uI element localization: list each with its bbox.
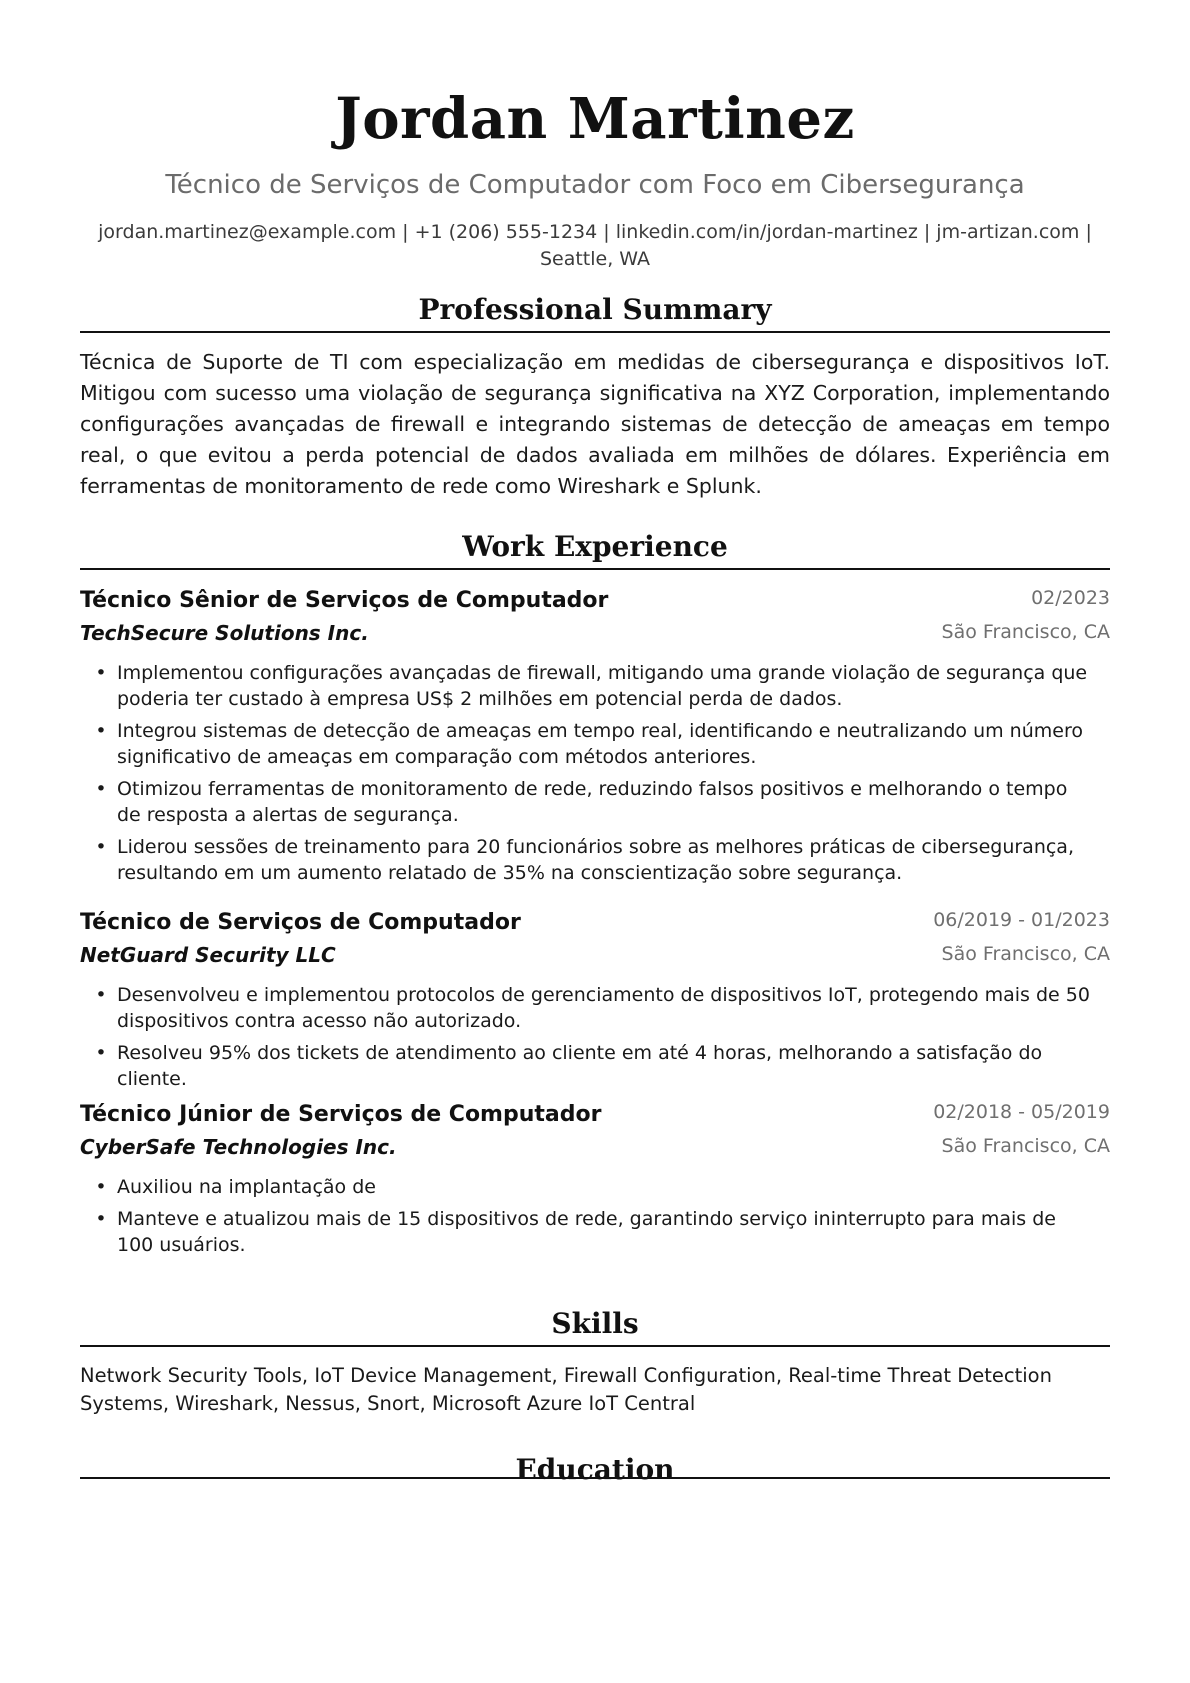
contact-line-1: jordan.martinez@example.com | +1 (206) 555-1234 | linkedin.com/in/jordan-martinez | jm-artizan.com | <box>98 221 1092 243</box>
bullet-text: Otimizou ferramentas de monitoramento de rede, reduzindo falsos positivos e melhorando o tempo de resposta a alertas de segurança. <box>117 778 1068 826</box>
job-location: São Francisco, CA <box>941 1135 1110 1157</box>
list-item <box>95 834 1095 886</box>
job-company: CyberSafe Technologies Inc. <box>80 1135 397 1159</box>
experience-section-title: Work Experience <box>462 530 728 563</box>
contact-line-2: Seattle, WA <box>539 248 651 270</box>
skills-text: Network Security Tools, IoT Device Management, Firewall Configuration, Real-time Threat Detection Systems, Wireshark, Nessus, Snort, Microsoft Azure IoT Central <box>80 1364 1052 1415</box>
education-section-title: Education <box>515 1453 675 1486</box>
job-location: São Francisco, CA <box>941 943 1110 965</box>
job-title: Técnico de Serviços de Computador <box>80 910 521 935</box>
education-divider <box>80 1477 1110 1479</box>
bullet-icon: • <box>95 984 107 1006</box>
bullet-icon: • <box>95 1042 107 1064</box>
job-date: 06/2019 - 01/2023 <box>933 909 1110 931</box>
bullet-icon: • <box>95 720 107 742</box>
bullet-text: Liderou sessões de treinamento para 20 funcionários sobre as melhores práticas de cibersegurança, resultando em um aumento relatado de 35% na conscientização sobre segurança. <box>117 836 1074 884</box>
list-item <box>95 982 1095 1034</box>
job-title: Técnico Sênior de Serviços de Computador <box>80 588 609 613</box>
job-company: NetGuard Security LLC <box>80 943 336 967</box>
bullet-text: Manteve e atualizou mais de 15 dispositivos de rede, garantindo serviço ininterrupto para mais de 100 usuários. <box>117 1208 1056 1256</box>
job-bullets <box>95 1174 1095 1264</box>
bullet-text: Auxiliou na implantação de <box>117 1176 376 1198</box>
list-item <box>95 718 1095 770</box>
skills-section-title: Skills <box>551 1307 639 1340</box>
bullet-icon: • <box>95 662 107 684</box>
list-item <box>95 1040 1095 1092</box>
bullet-text: Desenvolveu e implementou protocolos de gerenciamento de dispositivos IoT, protegendo mais de 50 dispositivos contra acesso não autorizado. <box>117 984 1090 1032</box>
summary-divider <box>80 331 1110 333</box>
bullet-icon: • <box>95 778 107 800</box>
contact-info <box>95 219 1095 273</box>
list-item <box>95 1174 1095 1200</box>
bullet-icon: • <box>95 1176 107 1198</box>
job-date: 02/2018 - 05/2019 <box>933 1101 1110 1123</box>
skills-divider <box>80 1345 1110 1347</box>
job-company: TechSecure Solutions Inc. <box>80 621 369 645</box>
summary-text: Técnica de Suporte de TI com especialização em medidas de cibersegurança e dispositivos IoT. Mitigou com sucesso uma violação de segurança significativa na XYZ Corporation, implementando configurações avançadas de firewall e integrando sistemas de detecção de ameaças em tempo real, o que evitou a perda potencial de dados avaliada em milhões de dólares. Experiência em ferramentas de monitoramento de rede como Wireshark e Splunk. <box>80 350 1110 498</box>
bullet-text: Resolveu 95% dos tickets de atendimento ao cliente em até 4 horas, melhorando a satisfação do cliente. <box>117 1042 1043 1090</box>
candidate-headline: Técnico de Serviços de Computador com Foco em Cibersegurança <box>165 170 1025 200</box>
job-title: Técnico Júnior de Serviços de Computador <box>80 1102 602 1127</box>
candidate-name: Jordan Martinez <box>335 86 855 152</box>
bullet-icon: • <box>95 836 107 858</box>
list-item <box>95 660 1095 712</box>
bullet-icon: • <box>95 1208 107 1230</box>
job-location: São Francisco, CA <box>941 621 1110 643</box>
job-bullets <box>95 982 1095 1098</box>
bullet-text: Integrou sistemas de detecção de ameaças em tempo real, identificando e neutralizando um número significativo de ameaças em comparação com métodos anteriores. <box>117 720 1083 768</box>
list-item <box>95 1206 1095 1258</box>
job-date: 02/2023 <box>1031 587 1110 609</box>
job-bullets <box>95 660 1095 892</box>
list-item <box>95 776 1095 828</box>
bullet-text: Implementou configurações avançadas de firewall, mitigando uma grande violação de segurança que poderia ter custado à empresa US$ 2 milhões em potencial perda de dados. <box>117 662 1088 710</box>
summary-section-title: Professional Summary <box>418 293 772 326</box>
experience-divider <box>80 568 1110 570</box>
